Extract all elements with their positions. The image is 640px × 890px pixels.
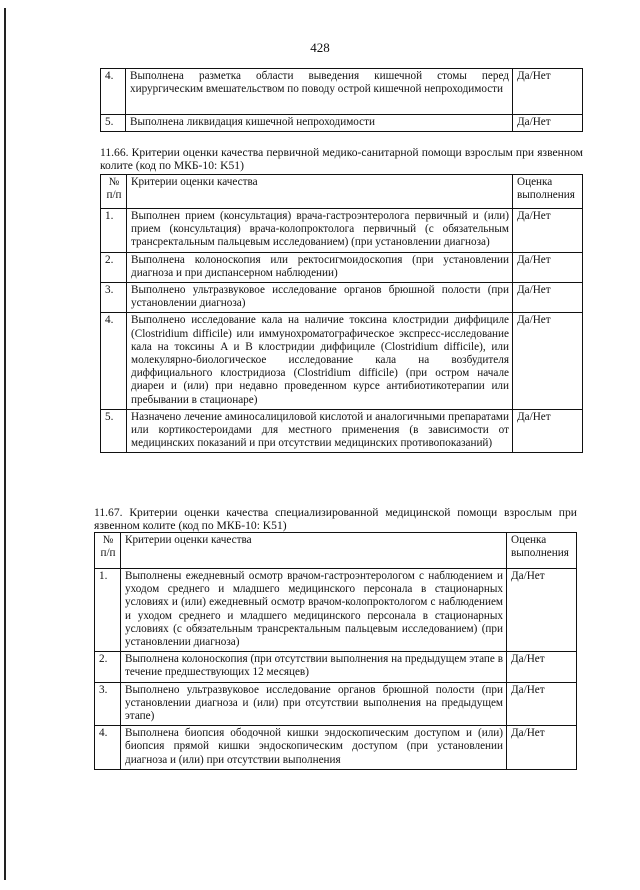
table-row	[95, 726, 577, 770]
criteria-table-11-66	[100, 174, 583, 453]
header-rating: Оценка выполнения	[513, 175, 583, 209]
criterion-text: Выполнена колоноскопия или ректосигмоидоскопия (при установлении диагноза и при диспансерном наблюдении)	[127, 252, 513, 282]
criterion-text: Выполнена ликвидация кишечной непроходимости	[126, 115, 513, 132]
table-row	[95, 682, 577, 726]
criterion-text: Выполнен прием (консультация) врача-гастроэнтеролога первичный и (или) прием (консультация) врача-колопроктолога первичный (с обязательным трансректальным пальцевым исследованием) (при установлении диагноза)	[127, 209, 513, 253]
criterion-text: Выполнена колоноскопия (при отсутствии выполнения на предыдущем этапе в течение предшествующих 12 месяцев)	[121, 652, 507, 682]
table-row	[101, 115, 583, 132]
header-number: № п/п	[101, 175, 127, 209]
row-number: 5.	[101, 409, 127, 453]
answer-cell: Да/Нет	[513, 283, 583, 313]
criterion-text: Выполнено ультразвуковое исследование органов брюшной полости (при установлении диагноза и (или) при отсутствии выполнения на предыдущем этапе)	[121, 682, 507, 726]
header-number: № п/п	[95, 533, 121, 569]
criteria-table-11-67	[94, 532, 577, 770]
criterion-text: Выполнено ультразвуковое исследование органов брюшной полости (при установлении диагноза)	[127, 283, 513, 313]
header-criteria: Критерии оценки качества	[127, 175, 513, 209]
row-number: 2.	[101, 252, 127, 282]
answer-cell: Да/Нет	[513, 313, 583, 409]
criterion-text: Выполнено исследование кала на наличие токсина клостридии диффициле (Clostridium difficile) или иммунохроматографическое экспресс-исследование кала на токсины A и B клостридии диффициле (Clostridium difficile), или молекулярно-биологическое исследование кала на возбудителя диффициального клостридиоза (Clostridium difficile) (при остром начале диареи и (или) при недавно проведенном курсе антибиотикотерапии или пребывании в стационаре)	[127, 313, 513, 409]
section-title-11-67: 11.67. Критерии оценки качества специализированной медицинской помощи взрослым при язвенном колите (код по МКБ-10: K51)	[94, 506, 577, 532]
section-title-11-66: 11.66. Критерии оценки качества первичной медико-санитарной помощи взрослым при язвенном колите (код по МКБ-10: K51)	[100, 146, 583, 172]
answer-cell: Да/Нет	[507, 726, 577, 770]
criterion-text: Выполнена биопсия ободочной кишки эндоскопическим доступом и (или) биопсия прямой кишки эндоскопическим доступом (при установлении диагноза и (или) при отсутствии выполнения	[121, 726, 507, 770]
row-number: 2.	[95, 652, 121, 682]
row-number: 1.	[101, 209, 127, 253]
answer-cell: Да/Нет	[507, 682, 577, 726]
answer-cell: Да/Нет	[507, 652, 577, 682]
continued-criteria-table	[100, 68, 583, 132]
row-number: 1.	[95, 569, 121, 652]
scan-edge-line	[4, 8, 6, 880]
row-number: 4.	[101, 69, 126, 115]
row-number: 3.	[95, 682, 121, 726]
table-row	[95, 652, 577, 682]
answer-cell: Да/Нет	[513, 69, 583, 115]
table-row	[101, 69, 583, 115]
table-row	[101, 409, 583, 453]
row-number: 4.	[95, 726, 121, 770]
table-row	[101, 209, 583, 253]
table-row	[95, 569, 577, 652]
criterion-text: Выполнены ежедневный осмотр врачом-гастроэнтерологом с наблюдением и уходом среднего и младшего медицинского персонала в стационарных условиях и (или) ежедневный осмотр врачом-колопроктологом с наблюдением и уходом среднего и младшего медицинского персонала в стационарных условиях (с обязательным трансректальным пальцевым исследованием) (при установлении диагноза)	[121, 569, 507, 652]
answer-cell: Да/Нет	[513, 209, 583, 253]
table-header-row	[95, 533, 577, 569]
row-number: 5.	[101, 115, 126, 132]
row-number: 4.	[101, 313, 127, 409]
row-number: 3.	[101, 283, 127, 313]
criterion-text: Назначено лечение аминосалициловой кислотой и аналогичными препаратами или кортикостероидами для местного применения (в зависимости от медицинских показаний и при отсутствии медицинских противопоказаний)	[127, 409, 513, 453]
table-row	[101, 313, 583, 409]
answer-cell: Да/Нет	[513, 115, 583, 132]
answer-cell: Да/Нет	[513, 252, 583, 282]
table-header-row	[101, 175, 583, 209]
header-rating: Оценка выполнения	[507, 533, 577, 569]
answer-cell: Да/Нет	[513, 409, 583, 453]
criterion-text: Выполнена разметка области выведения кишечной стомы перед хирургическим вмешательством по поводу острой кишечной непроходимости	[126, 69, 513, 115]
page-number: 428	[310, 40, 330, 55]
answer-cell: Да/Нет	[507, 569, 577, 652]
header-criteria: Критерии оценки качества	[121, 533, 507, 569]
table-row	[101, 252, 583, 282]
table-row	[101, 283, 583, 313]
